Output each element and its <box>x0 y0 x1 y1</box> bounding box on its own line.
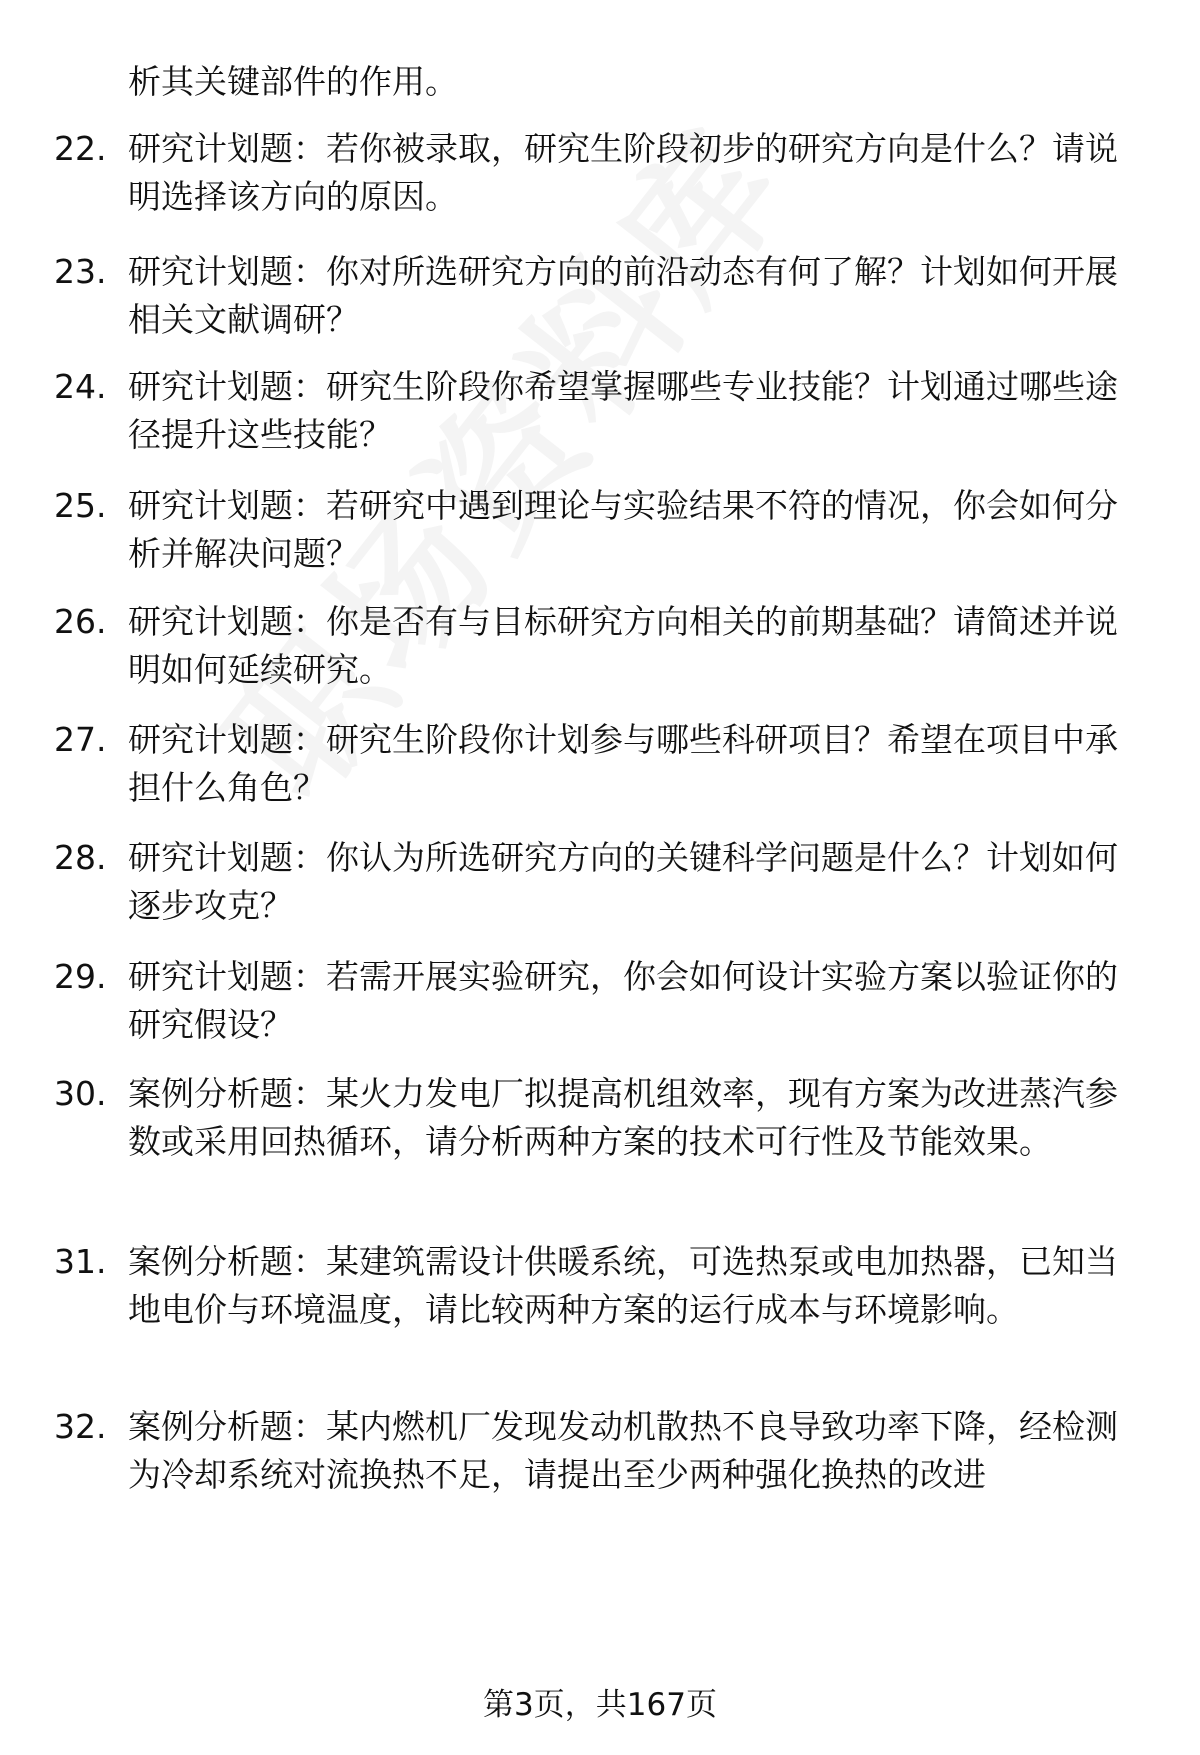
item-text: 研究计划题：若你被录取，研究生阶段初步的研究方向是什么？请说明选择该方向的原因。 <box>128 129 1118 216</box>
item-number: 22. <box>54 129 107 168</box>
item-number: 27. <box>54 720 107 759</box>
item-text: 研究计划题：你对所选研究方向的前沿动态有何了解？计划如何开展相关文献调研？ <box>128 252 1118 339</box>
item-text: 案例分析题：某建筑需设计供暖系统，可选热泵或电加热器，已知当地电价与环境温度，请比较两种方案的运行成本与环境影响。 <box>128 1242 1118 1329</box>
item-text: 案例分析题：某火力发电厂拟提高机组效率，现有方案为改进蒸汽参数或采用回热循环，请分析两种方案的技术可行性及节能效果。 <box>128 1074 1118 1161</box>
item-text: 研究计划题：研究生阶段你计划参与哪些科研项目？希望在项目中承担什么角色？ <box>128 720 1118 807</box>
item-text: 研究计划题：研究生阶段你希望掌握哪些专业技能？计划通过哪些途径提升这些技能？ <box>128 367 1118 454</box>
page-number-footer: 第3页，共167页 <box>483 1687 717 1723</box>
item-number: 23. <box>54 252 107 291</box>
item-number: 30. <box>54 1074 107 1113</box>
item-number: 31. <box>54 1242 107 1281</box>
continuation-text: 析其关键部件的作用。 <box>128 62 458 101</box>
item-text: 研究计划题：你是否有与目标研究方向相关的前期基础？请简述并说明如何延续研究。 <box>128 602 1118 689</box>
item-number: 26. <box>54 602 107 641</box>
item-text: 研究计划题：若研究中遇到理论与实验结果不符的情况，你会如何分析并解决问题？ <box>128 486 1118 573</box>
item-number: 32. <box>54 1407 107 1446</box>
item-number: 25. <box>54 486 107 525</box>
item-number: 29. <box>54 957 107 996</box>
item-text: 研究计划题：若需开展实验研究，你会如何设计实验方案以验证你的研究假设？ <box>128 957 1118 1044</box>
item-text: 案例分析题：某内燃机厂发现发动机散热不良导致功率下降，经检测为冷却系统对流换热不足，请提出至少两种强化换热的改进 <box>128 1407 1118 1494</box>
item-number: 28. <box>54 838 107 877</box>
item-text: 研究计划题：你认为所选研究方向的关键科学问题是什么？计划如何逐步攻克？ <box>128 838 1118 925</box>
item-number: 24. <box>54 367 107 406</box>
